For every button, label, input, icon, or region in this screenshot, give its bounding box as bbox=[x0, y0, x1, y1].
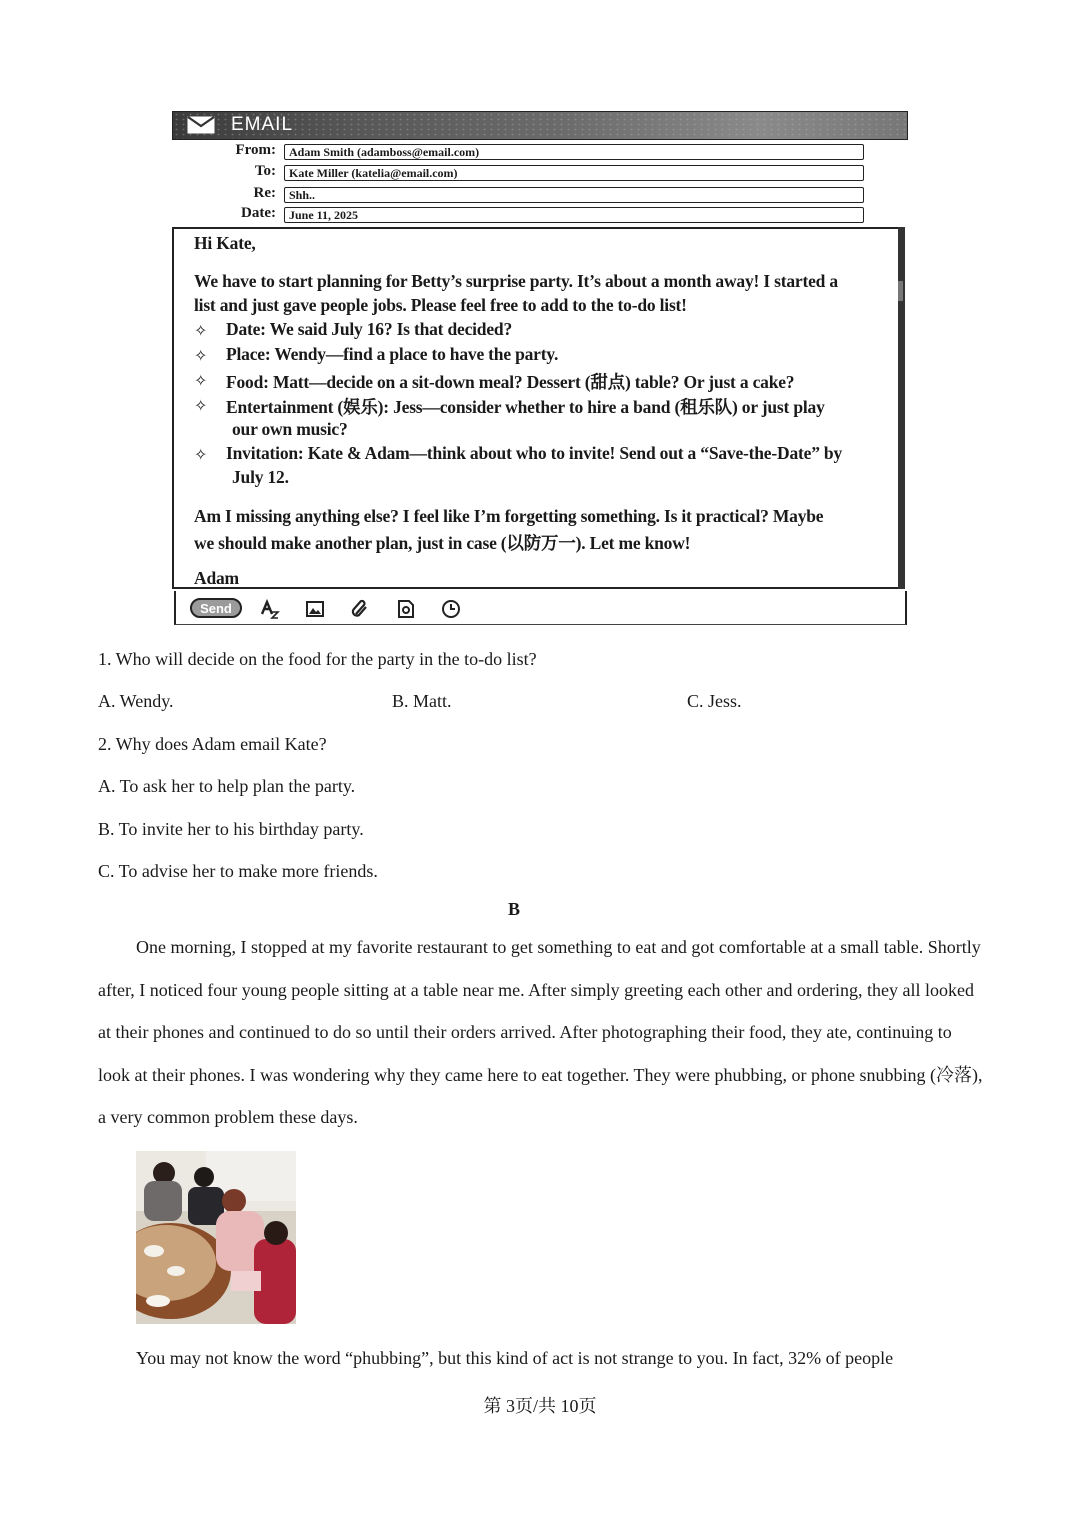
q2-option-b: B. To invite her to his birthday party. bbox=[98, 819, 364, 839]
todo-item-entertainment-cont: our own music? bbox=[232, 419, 348, 439]
to-row bbox=[172, 164, 908, 182]
email-bar-title: EMAIL bbox=[231, 114, 294, 135]
bullet-icon: ✧ bbox=[194, 348, 208, 365]
email-toolbar bbox=[174, 591, 907, 625]
envelope-icon bbox=[187, 116, 215, 134]
to-field[interactable]: Kate Miller (katelia@email.com) bbox=[284, 165, 864, 181]
email-body[interactable] bbox=[172, 227, 905, 589]
restaurant-photo bbox=[136, 1151, 296, 1324]
question-2: 2. Why does Adam email Kate? bbox=[98, 734, 327, 754]
todo-item-place: Place: Wendy—find a place to have the party. bbox=[226, 344, 559, 364]
re-row bbox=[172, 186, 908, 204]
email-greeting: Hi Kate, bbox=[194, 233, 256, 253]
from-label: From: bbox=[235, 142, 276, 158]
page-footer: 第 3页/共 10页 bbox=[483, 1396, 597, 1416]
question-1: 1. Who will decide on the food for the party in the to-do list? bbox=[98, 649, 537, 669]
send-button[interactable]: Send bbox=[190, 598, 242, 618]
q1-option-c: C. Jess. bbox=[687, 691, 742, 711]
image-icon[interactable] bbox=[305, 599, 325, 619]
bullet-icon: ✧ bbox=[194, 447, 208, 464]
todo-item-invitation: Invitation: Kate & Adam—think about who to invite! Send out a “Save-the-Date” by bbox=[226, 443, 842, 463]
paragraph-2: You may not know the word “phubbing”, but this kind of act is not strange to you. In fact, 32% of people bbox=[136, 1348, 894, 1368]
scrollbar[interactable] bbox=[898, 281, 903, 301]
email-closing-line1: Am I missing anything else? I feel like I’m forgetting something. Is it practical? Maybe bbox=[194, 506, 824, 526]
bullet-icon: ✧ bbox=[194, 398, 208, 415]
attachment-icon[interactable] bbox=[350, 599, 370, 619]
todo-item-entertainment: Entertainment (娱乐): Jess—consider whether to hire a band (租乐队) or just play bbox=[226, 397, 825, 417]
email-intro-line2: list and just gave people jobs. Please feel free to add to the to-do list! bbox=[194, 295, 687, 315]
bullet-icon: ✧ bbox=[194, 373, 208, 390]
bullet-icon: ✧ bbox=[194, 323, 208, 340]
email-closing-line2: we should make another plan, just in case (以防万一). Let me know! bbox=[194, 533, 691, 553]
email-title-bar bbox=[172, 111, 908, 140]
todo-item-date: Date: We said July 16? Is that decided? bbox=[226, 319, 512, 339]
drive-icon[interactable] bbox=[396, 599, 416, 619]
q1-option-b: B. Matt. bbox=[392, 691, 452, 711]
email-intro-line1: We have to start planning for Betty’s surprise party. It’s about a month away! I started a bbox=[194, 271, 838, 291]
section-heading: B bbox=[508, 899, 521, 919]
subject-field[interactable]: Shh.. bbox=[284, 187, 864, 203]
clock-icon[interactable] bbox=[441, 599, 461, 619]
re-label: Re: bbox=[253, 185, 276, 201]
q2-option-a: A. To ask her to help plan the party. bbox=[98, 776, 356, 796]
to-label: To: bbox=[254, 163, 276, 179]
date-row bbox=[172, 206, 908, 224]
text-format-icon[interactable] bbox=[260, 599, 280, 619]
todo-item-food: Food: Matt—decide on a sit-down meal? Dessert (甜点) table? Or just a cake? bbox=[226, 372, 795, 392]
from-row bbox=[172, 143, 908, 161]
email-signature: Adam bbox=[194, 568, 239, 588]
date-field[interactable]: June 11, 2025 bbox=[284, 207, 864, 223]
paragraph-1: One morning, I stopped at my favorite restaurant to get something to eat and got comfortable at a small table. Shortly after, I noticed four young people sitting at a table near me. After simply greeting each other and ordering, they all looked at their phones and continued to do so until their orders arrived. After photographing their food, they ate, continuing to look at their phones. I was wondering why they came here to eat together. They were phubbing, or phone snubbing (冷落), a very common problem these days. bbox=[98, 937, 983, 1127]
email-screenshot bbox=[172, 111, 908, 626]
q1-option-a: A. Wendy. bbox=[98, 691, 174, 711]
q2-option-c: C. To advise her to make more friends. bbox=[98, 861, 378, 881]
date-label: Date: bbox=[241, 205, 276, 221]
todo-item-invitation-cont: July 12. bbox=[232, 467, 289, 487]
from-field[interactable]: Adam Smith (adamboss@email.com) bbox=[284, 144, 864, 160]
